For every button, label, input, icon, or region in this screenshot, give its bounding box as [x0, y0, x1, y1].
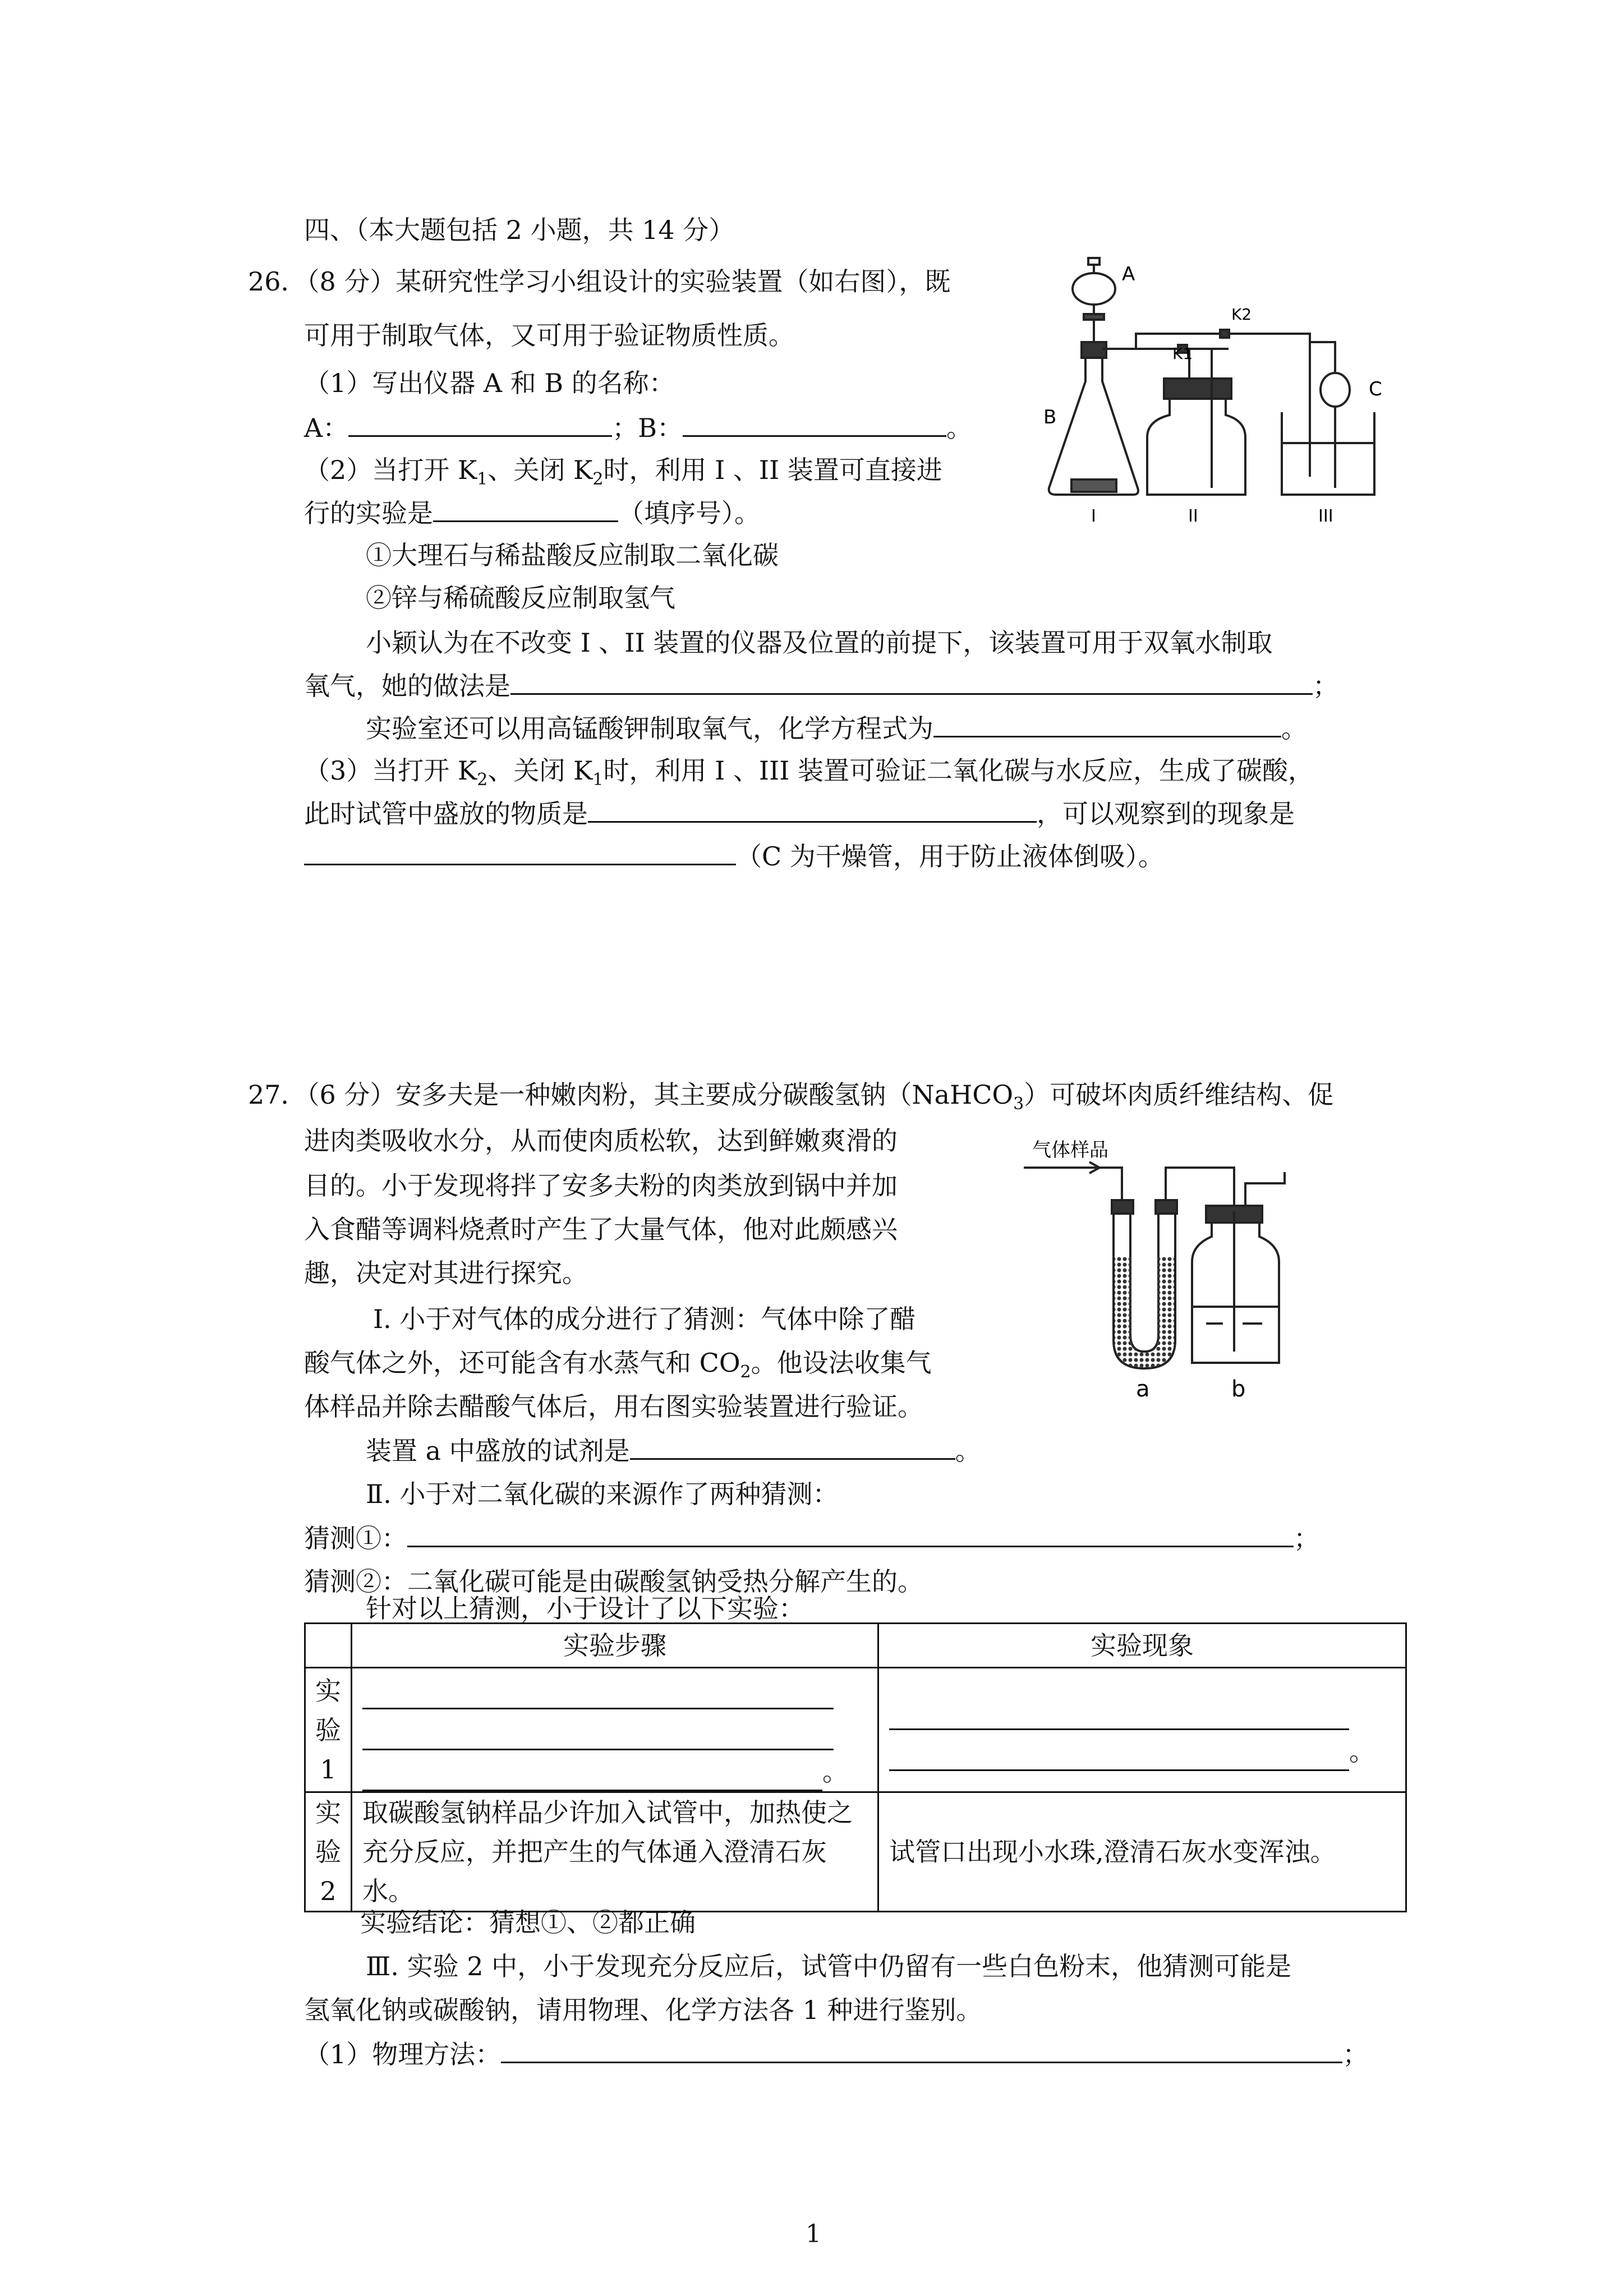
q26-part2-line1: （2）当打开 $K_1$、关闭 $K_2$时，利用 I 、II 装置可直接进 [304, 455, 942, 490]
q26-blank-b[interactable] [683, 411, 946, 437]
table-corner [305, 1624, 352, 1668]
q26-label-b: ；B： [612, 413, 683, 443]
row2-step-cell: 取碳酸氢钠样品少许加入试管中，加热使之充分反应，并把产生的气体通入澄清石灰水。 [352, 1792, 878, 1912]
q27-line5: 趣，决定对其进行探究。 [304, 1258, 588, 1288]
label-a: a [1136, 1376, 1150, 1402]
q27-apparatus-figure [1021, 1138, 1391, 1408]
q26-part2-line4: 氧气，她的做法是 ； [304, 668, 1338, 703]
q26-part3-line3: （C 为干燥管，用于防止液体倒吸）。 [304, 839, 1164, 873]
table-row [305, 1668, 1406, 1792]
q26-apparatus-figure [1043, 252, 1391, 533]
header-step: 实验步骤 [352, 1624, 878, 1668]
q27-line9: 装置 a 中盛放的试剂是 。 [366, 1433, 981, 1468]
q26-option-2: ②锌与稀硫酸反应制取氢气 [366, 583, 675, 613]
q26-blank-equation[interactable] [933, 711, 1281, 737]
q27-line7: 酸气体之外，还可能含有水蒸气和 $CO_2$。他设法收集气 [304, 1348, 932, 1382]
label-a: A [1122, 263, 1135, 285]
q27-line11: 猜测①： ； [304, 1521, 1319, 1555]
row2-phen-cell: 试管口出现小水珠,澄清石灰水变浑浊。 [878, 1792, 1406, 1912]
experiment-table [304, 1622, 1407, 1912]
q26-stem-line2: 可用于制取气体，又可用于验证物质性质。 [304, 320, 794, 351]
q26-option-1: ①大理石与稀盐酸反应制取二氧化碳 [366, 540, 779, 570]
q27-conclusion: 实验结论：猜想①、②都正确 [360, 1907, 696, 1938]
q26-part3-line2: 此时试管中盛放的物质是 ，可以观察到的现象是 [304, 796, 1295, 831]
table-row [305, 1792, 1406, 1912]
page-number: 1 [806, 2220, 821, 2248]
q27-line14: Ⅲ. 实验 2 中，小于发现充分反应后，试管中仍留有一些白色粉末，他猜测可能是 [366, 1951, 1292, 1981]
q26-blank-method[interactable] [510, 668, 1313, 695]
row1-phen-cell: 。 [878, 1668, 1406, 1792]
q26-part2-line2: 行的实验是 （填序号）。 [304, 496, 760, 530]
label-k2: K2 [1231, 305, 1252, 324]
q27-line10: Ⅱ. 小于对二氧化碳的来源作了两种猜测： [366, 1479, 839, 1509]
q27-line2: 进肉类吸收水分，从而使肉质松软，达到鲜嫩爽滑的 [304, 1126, 898, 1156]
label-k1: K1 [1172, 344, 1193, 363]
row1-step-blank[interactable] [362, 1668, 834, 1709]
row1-step-blank[interactable] [362, 1709, 834, 1750]
table-header-row [305, 1624, 1406, 1668]
label-i: I [1091, 506, 1096, 526]
q27-line15: 氢氧化钠或碳酸钠，请用物理、化学方法各 1 种进行鉴别。 [304, 1995, 982, 2025]
q27-line3: 目的。小于发现将拌了安多夫粉的肉类放到锅中并加 [304, 1170, 898, 1201]
q27-line16: （1）物理方法： ； [304, 2037, 1368, 2071]
row1-label: 实 验 1 [305, 1668, 352, 1792]
q26-part1: （1）写出仪器 A 和 B 的名称： [304, 368, 675, 398]
gas-sample-label: 气体样品 [1032, 1139, 1108, 1161]
q26-blank-phenomenon[interactable] [304, 839, 736, 865]
label-ii: II [1188, 506, 1198, 526]
q26-blank-substance[interactable] [588, 796, 1037, 823]
row1-step-blank[interactable] [362, 1750, 822, 1791]
label-c: C [1369, 378, 1382, 400]
q27-line4: 入食醋等调料烧煮时产生了大量气体，他对此颇感兴 [304, 1214, 898, 1244]
q27-blank-physical[interactable] [501, 2037, 1342, 2063]
q26-label-a: A： [304, 413, 349, 443]
q26-part2-line5: 实验室还可以用高锰酸钾制取氧气，化学方程式为 。 [366, 711, 1307, 745]
label-iii: III [1318, 506, 1333, 526]
row1-phen-blank[interactable] [889, 1730, 1349, 1771]
label-b: b [1231, 1376, 1246, 1402]
q26-part3-line1: （3）当打开 $K_2$、关闭 $K_1$时，利用 I 、III 装置可验证二氧化碳与水反应，生成了碳酸， [304, 755, 1314, 790]
q26-stem-line1: 26．（8 分）某研究性学习小组设计的实验装置（如右图），既 [248, 266, 951, 297]
q26-part2-line3: 小颖认为在不改变 I 、II 装置的仪器及位置的前提下，该装置可用于双氧水制取 [366, 628, 1273, 658]
label-b: B [1043, 406, 1057, 428]
q26-part1-answers: A： ；B： 。 [304, 411, 972, 445]
row1-step-cell: 。 [352, 1668, 878, 1792]
q27-line8: 体样品并除去醋酸气体后，用右图实验装置进行验证。 [304, 1391, 923, 1422]
q27-line12: 猜测②：二氧化碳可能是由碳酸氢钠受热分解产生的。 [304, 1566, 923, 1597]
q27-line1: 27．（6 分）安多夫是一种嫩肉粉，其主要成分碳酸氢钠（NaHCO$_3$）可破坏肉质纤维结构、促 [248, 1080, 1334, 1114]
section-title: 四、（本大题包括 2 小题，共 14 分） [304, 215, 735, 245]
q26-blank-exp[interactable] [433, 496, 618, 522]
q27-blank-guess1[interactable] [407, 1521, 1294, 1547]
row1-phen-blank[interactable] [889, 1689, 1349, 1730]
q27-line13: 针对以上猜测，小于设计了以下实验： [366, 1593, 804, 1624]
q27-blank-reagent[interactable] [630, 1433, 955, 1460]
q27-line6: Ⅰ. 小于对气体的成分进行了猜测：气体中除了醋 [373, 1304, 916, 1334]
header-phenomenon: 实验现象 [878, 1624, 1406, 1668]
row2-label: 实 验 2 [305, 1792, 352, 1912]
q26-blank-a[interactable] [348, 411, 612, 437]
